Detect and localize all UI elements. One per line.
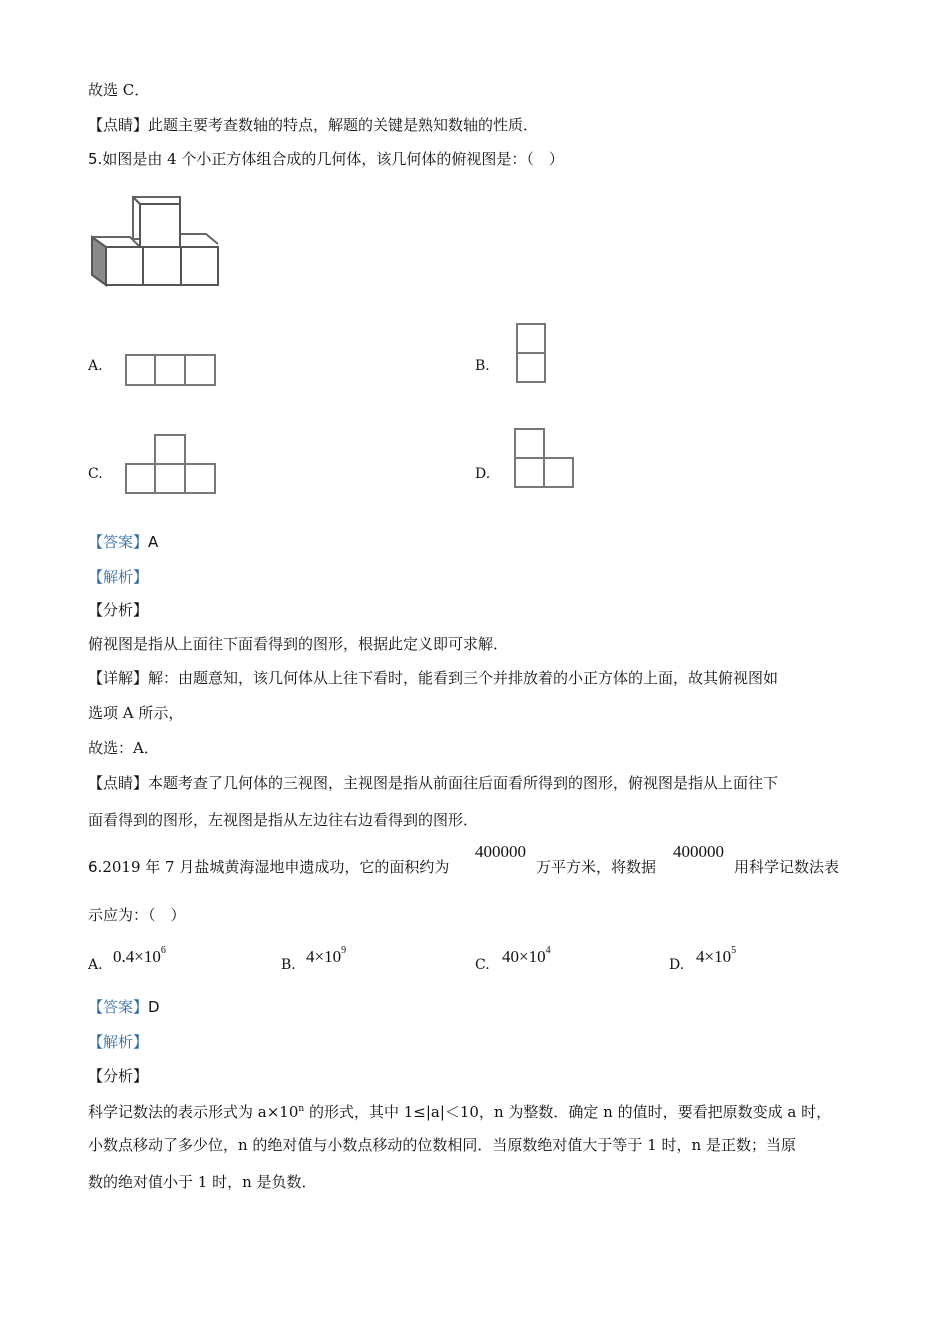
q5-option-a-figure [125,353,217,387]
q6-option-c-exp: 4 [545,945,551,956]
q5-option-b-label[interactable]: B. [475,358,490,374]
q6-fenxi-line3: 数的绝对值小于 1 时，n 是负数． [88,1173,317,1191]
q6-stem-c: 用科学记数法表 [734,858,840,876]
q6-option-d-coef: 4 [696,947,705,966]
q6-option-a-value [113,940,166,968]
q6-option-c-times: ×10 [519,947,546,966]
q6-option-d-label[interactable]: D. [669,957,685,973]
q5-number: 5. [88,150,103,168]
q5-answer: A [148,533,159,551]
q6-stem-b: 万平方米，将数据 [536,858,657,876]
q6-value1: 400000 [475,842,526,861]
choose-c-line: 故选 C． [88,81,150,99]
q6-option-b-times: ×10 [314,947,342,966]
q6-option-a-label[interactable]: A. [88,957,103,973]
q6-answer-line [88,997,160,1017]
q5-detail-text1: 解：由题意知，该几何体从上往下看时，能看到三个并排放着的小正方体的上面，故其俯视图如 [148,669,779,687]
q6-option-a-times: ×10 [134,947,161,966]
q5-dianjing-line2: 面看得到的图形，左视图是指从左边往右边看得到的图形． [88,811,479,829]
q6-answer-tag: 【答案】 [88,998,149,1016]
q5-stem-text: 如图是由 4 个小正方体组合成的几何体，该几何体的俯视图是：（ ） [102,150,564,168]
q5-choose: 故选：A． [88,739,159,757]
dianjing-tag: 【点睛】 [88,116,149,134]
q5-detail-tag: 【详解】 [88,669,149,687]
q6-stem-line1 [88,857,449,877]
q6-option-b-label[interactable]: B. [281,957,296,973]
q5-option-c-label[interactable]: C. [88,466,103,482]
q5-jiexi-tag: 【解析】 [88,568,149,586]
q6-stem-line2: 示应为：（ ） [88,906,186,924]
q6-option-d-exp: 5 [731,945,737,956]
q6-option-a-exp: 6 [160,945,166,956]
q6-option-c-label[interactable]: C. [475,957,490,973]
q5-solid-figure [88,192,228,292]
q6-jiexi-tag: 【解析】 [88,1033,149,1051]
q6-fenxi-tag: 【分析】 [88,1067,149,1085]
q5-fenxi-tag: 【分析】 [88,601,149,619]
q6-fenxi-line1 [88,1099,831,1122]
q6-option-b-exp: 9 [341,945,347,956]
q6-number: 6. [88,858,103,876]
q5-answer-line [88,532,158,552]
q6-fenxi-line1-sup: n [298,1104,305,1114]
q6-fenxi-line2: 小数点移动了多少位，n 的绝对值与小数点移动的位数相同．当原数绝对值大于等于 1 时，n 是正数；当原 [88,1136,796,1154]
q6-option-a-coef: 0.4 [113,947,135,966]
q5-detail-line1 [88,668,778,688]
q6-value2: 400000 [673,842,724,861]
q5-stem [88,149,564,169]
q5-dianjing-text1: 本题考查了几何体的三视图，主视图是指从前面往后面看所得到的图形，俯视图是指从上面往下 [148,774,779,792]
q6-option-b-value [306,940,346,968]
q5-option-d-label[interactable]: D. [475,466,491,482]
dianjing-line [88,115,538,135]
q6-answer: D [148,998,160,1016]
q5-option-b-figure [515,322,547,384]
q5-dianjing-tag: 【点睛】 [88,774,149,792]
q6-option-c-coef: 40 [502,947,519,966]
q5-option-d-figure [513,427,575,489]
q5-option-c-figure [125,433,217,495]
q5-answer-tag: 【答案】 [88,533,149,551]
q6-option-d-times: ×10 [704,947,732,966]
q6-option-b-coef: 4 [306,947,315,966]
q5-fenxi-text: 俯视图是指从上面往下面看得到的图形，根据此定义即可求解． [88,635,509,653]
q6-fenxi-line1-a: 科学记数法的表示形式为 a×10 [88,1103,299,1121]
q5-dianjing-line1 [88,773,778,793]
q5-option-a-label[interactable]: A. [88,358,103,374]
q5-detail-line2: 选项 A 所示， [88,704,184,722]
q6-option-d-value [696,940,736,968]
q6-stem-a: 2019 年 7 月盐城黄海湿地申遗成功，它的面积约为 [102,858,450,876]
q6-option-c-value [502,940,551,968]
q6-fenxi-line1-b: 的形式，其中 1≤|a|＜10，n 为整数．确定 n 的值时，要看把原数变成 a 时， [304,1103,832,1121]
dianjing-text: 此题主要考查数轴的特点，解题的关键是熟知数轴的性质． [148,116,539,134]
